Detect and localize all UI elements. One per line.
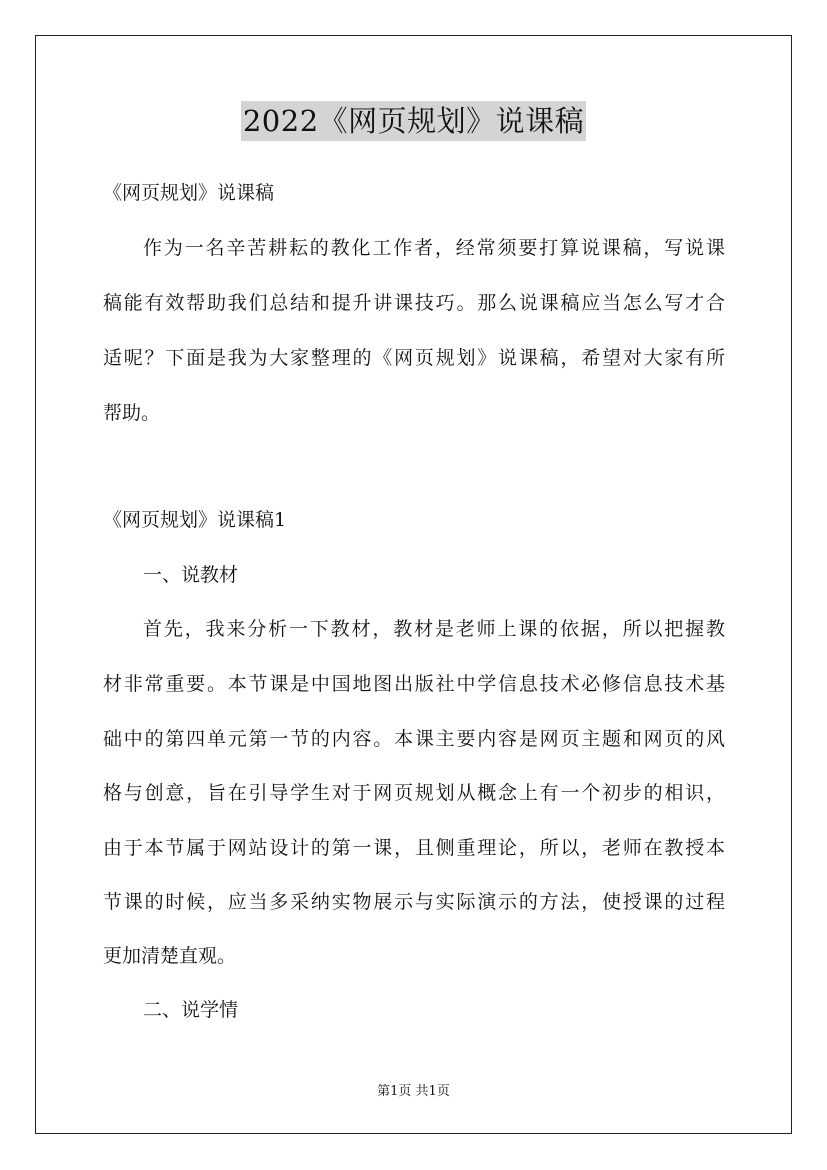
document-title: 2022《网页规划》说课稿: [241, 101, 586, 141]
intro-line: 帮助。: [103, 402, 161, 424]
body-line: 格与创意，旨在引导学生对于网页规划从概念上有一个初步的相识，: [103, 782, 725, 804]
heading-textbook: 一、说教材: [143, 564, 239, 586]
heading-student-analysis: 二、说学情: [143, 999, 239, 1021]
intro-line: 适呢？下面是我为大家整理的《网页规划》说课稿，希望对大家有所: [103, 347, 725, 369]
document-subtitle: 《网页规划》说课稿: [103, 182, 275, 204]
body-line: 首先，我来分析一下教材，教材是老师上课的依据，所以把握教: [143, 618, 725, 640]
body-line: 础中的第四单元第一节的内容。本课主要内容是网页主题和网页的风: [103, 728, 725, 750]
intro-line: 稿能有效帮助我们总结和提升讲课技巧。那么说课稿应当怎么写才合: [103, 292, 725, 314]
body-line: 节课的时候，应当多采纳实物展示与实际演示的方法，使授课的过程: [103, 891, 725, 913]
page-footer: 第1页 共1页: [377, 1084, 450, 1099]
intro-line: 作为一名辛苦耕耘的教化工作者，经常须要打算说课稿，写说课: [143, 237, 725, 259]
title-container: [0, 101, 827, 141]
section-title: 《网页规划》说课稿1: [103, 509, 287, 531]
body-line: 更加清楚直观。: [103, 945, 237, 967]
body-line: 材非常重要。本节课是中国地图出版社中学信息技术必修信息技术基: [103, 673, 725, 695]
body-line: 由于本节属于网站设计的第一课，且侧重理论，所以，老师在教授本: [103, 837, 725, 859]
